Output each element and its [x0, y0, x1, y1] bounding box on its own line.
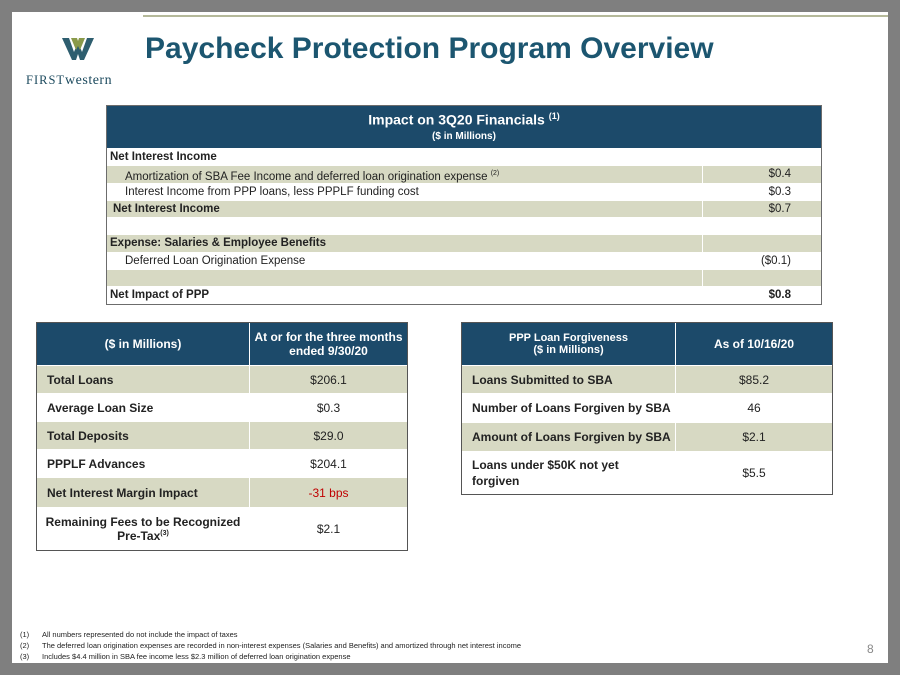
table-row — [37, 477, 407, 507]
row-label: Loans under $50K not yet forgiven — [472, 458, 619, 488]
footnote — [20, 640, 521, 651]
impact-table-title-footnote: (1) — [548, 111, 560, 121]
header-rule — [143, 15, 888, 17]
row-value: 46 — [675, 394, 832, 422]
footnote-text: The deferred loan origination expenses are recorded in non-interest expenses (Salaries and Benefits) and amortized through net interest income — [42, 641, 522, 650]
table-row — [37, 393, 407, 421]
table-row — [462, 422, 832, 451]
row-footnote: (3) — [160, 530, 169, 537]
table-row — [107, 217, 821, 234]
row-label-text — [37, 515, 249, 543]
row-value: -31 bps — [249, 478, 407, 507]
table-row — [107, 200, 821, 217]
row-label: Total Loans — [47, 372, 114, 387]
loans-table — [36, 322, 408, 551]
loans-col-header: ($ in Millions) — [104, 337, 182, 351]
table-row — [462, 393, 832, 422]
row-label — [37, 508, 249, 550]
table-row — [107, 234, 821, 251]
logo-wordmark — [26, 73, 112, 89]
row-value: $0.4 — [702, 166, 821, 182]
row-label: Interest Income from PPP loans, less PPPLF funding cost — [125, 185, 419, 198]
forgiveness-table — [461, 322, 833, 495]
page-title: Paycheck Protection Program Overview — [145, 32, 714, 65]
impact-table-subtitle: ($ in Millions) — [432, 130, 496, 142]
row-value: $0.8 — [702, 287, 821, 303]
forgiveness-table-header — [462, 323, 832, 365]
table-row — [107, 183, 821, 200]
row-value — [702, 218, 821, 234]
table-row — [37, 507, 407, 550]
table-row — [107, 269, 821, 286]
row-label — [107, 218, 702, 234]
row-value: $5.5 — [675, 452, 832, 494]
row-value: $206.1 — [249, 366, 407, 393]
row-label — [107, 166, 702, 182]
table-row — [107, 165, 821, 182]
row-label: Average Loan Size — [47, 400, 154, 415]
table-row — [37, 365, 407, 393]
slide — [12, 12, 888, 663]
row-label-text: Amortization of SBA Fee Income and deferred loan origination expense — [125, 171, 488, 184]
row-value: $0.3 — [702, 184, 821, 200]
footnote-number: (1) — [20, 630, 30, 639]
footnote — [20, 629, 521, 640]
row-label: Loans Submitted to SBA — [472, 372, 613, 387]
row-label: PPPLF Advances — [47, 456, 146, 471]
row-value — [702, 149, 821, 165]
impact-table-title-line — [107, 106, 821, 128]
logo-western: western — [65, 73, 113, 88]
footnote-number: (3) — [20, 652, 30, 661]
row-label: Total Deposits — [47, 428, 129, 443]
row-label: Net Interest Income — [113, 202, 220, 215]
loans-col-header: At or for the three months ended 9/30/20 — [249, 323, 407, 365]
row-label: Number of Loans Forgiven by SBA — [472, 401, 671, 415]
table-row — [107, 148, 821, 165]
logo-first: FIRST — [26, 73, 66, 87]
footnote — [20, 651, 521, 662]
footnote-text: All numbers represented do not include the impact of taxes — [42, 630, 238, 639]
forgiveness-col-header-line2: ($ in Millions) — [533, 344, 604, 356]
row-value: $0.3 — [249, 394, 407, 421]
row-label: Net Interest Margin Impact — [47, 485, 198, 500]
row-value: $204.1 — [249, 450, 407, 477]
row-value: $85.2 — [675, 366, 832, 393]
row-label: Net Interest Income — [110, 151, 217, 163]
table-row — [107, 286, 821, 303]
table-row — [462, 365, 832, 393]
row-footnote: (2) — [490, 170, 500, 178]
row-value: ($0.1) — [702, 253, 821, 269]
forgiveness-col-header-line1: PPP Loan Forgiveness — [508, 332, 628, 344]
row-value: $0.7 — [702, 201, 821, 217]
footnotes — [20, 629, 521, 662]
table-row — [462, 451, 832, 494]
row-value: $2.1 — [249, 508, 407, 550]
row-value — [702, 270, 821, 286]
impact-table-header — [107, 106, 821, 148]
table-row — [37, 449, 407, 477]
logo-w-icon — [62, 38, 100, 60]
row-label: Net Impact of PPP — [110, 289, 210, 302]
company-logo — [26, 38, 136, 88]
row-label: Amount of Loans Forgiven by SBA — [472, 430, 671, 444]
impact-table — [106, 105, 822, 305]
forgiveness-col-header — [462, 323, 675, 365]
row-value — [702, 235, 821, 251]
footnote-text: Includes $4.4 million in SBA fee income less $2.3 million of deferred loan origination expense — [42, 652, 351, 661]
impact-table-title: Impact on 3Q20 Financials — [368, 111, 545, 128]
loans-table-header — [37, 323, 407, 365]
footnote-number: (2) — [20, 641, 30, 650]
row-label — [107, 270, 702, 286]
row-value: $2.1 — [675, 423, 832, 451]
row-label-main: Remaining Fees to be Recognized Pre-Tax — [45, 515, 241, 543]
row-value: $29.0 — [249, 422, 407, 449]
table-row — [37, 421, 407, 449]
forgiveness-col-header: As of 10/16/20 — [675, 323, 832, 365]
page-number: 8 — [867, 642, 874, 656]
row-label: Deferred Loan Origination Expense — [125, 254, 306, 267]
row-label: Expense: Salaries & Employee Benefits — [110, 237, 327, 250]
table-row — [107, 252, 821, 269]
